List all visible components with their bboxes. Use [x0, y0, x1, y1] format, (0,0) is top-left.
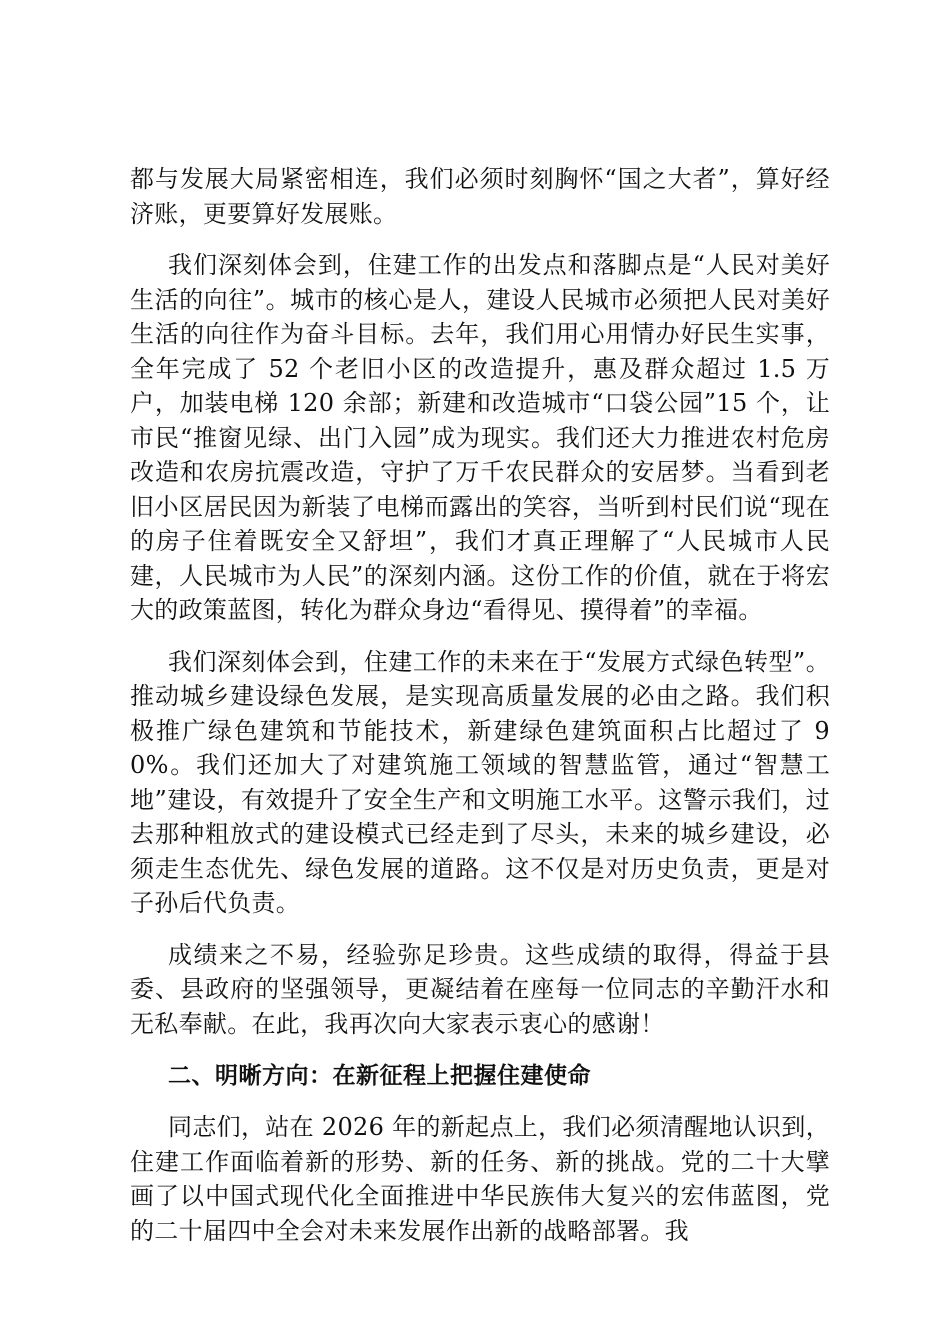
document-body [130, 162, 830, 1248]
paragraph-continuation: 都与发展大局紧密相连，我们必须时刻胸怀“国之大者”，算好经济账，更要算好发展账。 [130, 165, 830, 228]
paragraph-new-journey: 同志们，站在 2026 年的新起点上，我们必须清醒地认识到，住建工作面临着新的形势、新的任务、新的挑战。党的二十大擘画了以中国式现代化全面推进中华民族伟大复兴的宏伟蓝图，党的二十届四中全会对未来发展作出新的战略部署。我 [130, 1113, 830, 1245]
section-heading: 二、明晰方向：在新征程上把握住建使命 [168, 1063, 591, 1089]
paragraph-people-oriented: 我们深刻体会到，住建工作的出发点和落脚点是“人民对美好生活的向往”。城市的核心是人，建设人民城市必须把人民对美好生活的向往作为奋斗目标。去年，我们用心用情办好民生实事，全年完成了 52 个老旧小区的改造提升，惠及群众超过 1.5 万户，加装电梯 120 余部；新建和改造城市“口袋公园”15 个，让市民“推窗见绿、出门入园”成为现实。我们还大力推进农村危房改造和农房抗震改造，守护了万千农民群众的安居梦。当看到老旧小区居民因为新装了电梯而露出的笑容，当听到村民们说“现在的房子住着既安全又舒坦”，我们才真正理解了“人民城市人民建，人民城市为人民”的深刻内涵。这份工作的价值，就在于将宏大的政策蓝图，转化为群众身边“看得见、摸得着”的幸福。 [130, 251, 830, 624]
paragraph-green-transformation: 我们深刻体会到，住建工作的未来在于“发展方式绿色转型”。推动城乡建设绿色发展，是实现高质量发展的必由之路。我们积极推广绿色建筑和节能技术，新建绿色建筑面积占比超过了 90%。我们还加大了对建筑施工领域的智慧监管，通过“智慧工地”建设，有效提升了安全生产和文明施工水平。这警示我们，过去那种粗放式的建设模式已经走到了尽头，未来的城乡建设，必须走生态优先、绿色发展的道路。这不仅是对历史负责，更是对子孙后代负责。 [130, 647, 830, 917]
paragraph-acknowledgement: 成绩来之不易，经验弥足珍贵。这些成绩的取得，得益于县委、县政府的坚强领导，更凝结着在座每一位同志的辛勤汗水和无私奉献。在此，我再次向大家表示衷心的感谢！ [130, 940, 830, 1038]
